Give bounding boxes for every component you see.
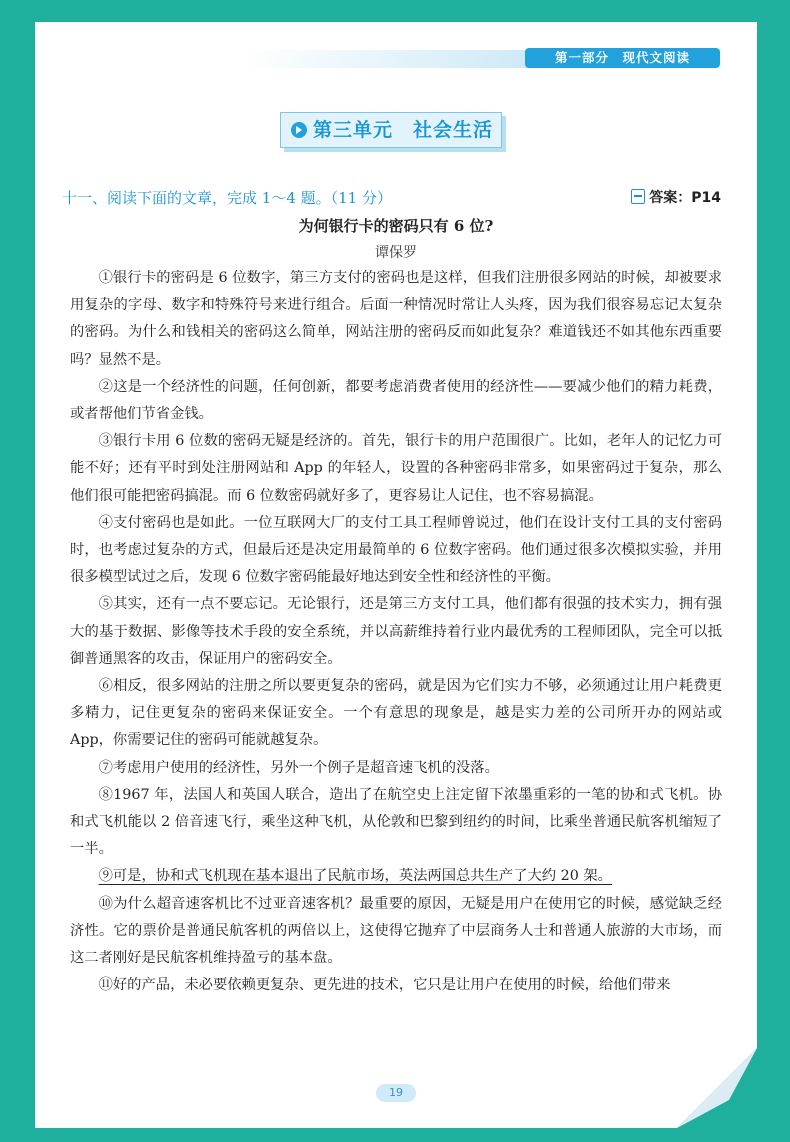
article-body: [70, 265, 722, 999]
unit-title-box: [280, 112, 502, 148]
underlined-sentence: ⑨可是，协和式飞机现在基本退出了民航市场，英法两国总共生产了大约 20 架。: [98, 868, 612, 885]
document-page: [35, 22, 757, 1128]
paragraph-2: ②这是一个经济性的问题，任何创新，都要考虑消费者使用的经济性——要减少他们的精力耗费，或者帮他们节省金钱。: [70, 378, 722, 423]
paragraph-3: ③银行卡用 6 位数的密码无疑是经济的。首先，银行卡的用户范围很广。比如，老年人的记忆力可能不好；还有平时到处注册网站和 App 的年轻人，设置的各种密码非常多，如果密码过于复杂，那么他们很可能把密码搞混。而 6 位数密码就好多了，更容易让人记住，也不容易搞混。: [70, 433, 722, 504]
paragraph-6: ⑥相反，很多网站的注册之所以要更复杂的密码，就是因为它们实力不够，必须通过让用户耗费更多精力，记住更复杂的密码来保证安全。一个有意思的现象是，越是实力差的公司所开办的网站或 App，你需要记住的密码可能就越复杂。: [70, 678, 722, 749]
answer-label: 答案：P14: [649, 190, 721, 206]
page-curl-decor: [677, 1048, 757, 1128]
unit-title: 第三单元 社会生活: [313, 119, 494, 141]
header-decor-stripe: [241, 50, 549, 68]
arrow-right-icon: [291, 122, 307, 138]
paragraph-10: ⑩为什么超音速客机比不过亚音速客机？最重要的原因，无疑是用户在使用它的时候，感觉缺乏经济性。它的票价是普通民航客机的两倍以上，这使得它抛弃了中层商务人士和普通人旅游的大市场，而这二者刚好是民航客机维持盈亏的基本盘。: [70, 895, 722, 967]
paragraph-8: ⑧1967 年，法国人和英国人联合，造出了在航空史上注定留下浓墨重彩的一笔的协和式飞机。协和式飞机能以 2 倍音速飞行，乘坐这种飞机，从伦敦和巴黎到纽约的时间，比乘坐普通民航客机缩短了一半。: [70, 786, 722, 858]
paragraph-9: [70, 863, 722, 890]
page-number: 19: [376, 1084, 416, 1102]
paragraph-7: ⑦考虑用户使用的经济性，另外一个例子是超音速飞机的没落。: [98, 759, 499, 776]
section-label: 第一部分 现代文阅读: [525, 48, 720, 68]
paragraph-5: ⑤其实，还有一点不要忘记。无论银行，还是第三方支付工具，他们都有很强的技术实力，拥有强大的基于数据、影像等技术手段的安全系统，并以高薪维持着行业内最优秀的工程师团队，完全可以抵御普通黑客的攻击，保证用户的密码安全。: [70, 596, 722, 667]
paragraph-1: ①银行卡的密码是 6 位数字，第三方支付的密码也是这样，但我们注册很多网站的时候，却被要求用复杂的字母、数字和特殊符号来进行组合。后面一种情况时常让人头疼，因为我们很容易忘记太复杂的密码。为什么和钱相关的密码这么简单，网站注册的密码反而如此复杂？难道钱还不如其他东西重要吗？显然不是。: [70, 270, 722, 368]
answer-reference: [631, 187, 721, 207]
question-heading: 十一、阅读下面的文章，完成 1～4 题。（11 分）: [62, 189, 392, 207]
paragraph-11: ⑪好的产品，未必要依赖更复杂、更先进的技术，它只是让用户在使用的时候，给他们带来: [98, 977, 671, 994]
document-icon: [631, 189, 645, 204]
article-title: 为何银行卡的密码只有 6 位?: [298, 217, 494, 235]
paragraph-4: ④支付密码也是如此。一位互联网大厂的支付工具工程师曾说过，他们在设计支付工具的支付密码时，也考虑过复杂的方式，但最后还是决定用最简单的 6 位数字密码。他们通过很多次模拟实验，并用很多模型试过之后，发现 6 位数字密码能最好地达到安全性和经济性的平衡。: [70, 514, 722, 586]
article-author: 谭保罗: [375, 245, 417, 261]
